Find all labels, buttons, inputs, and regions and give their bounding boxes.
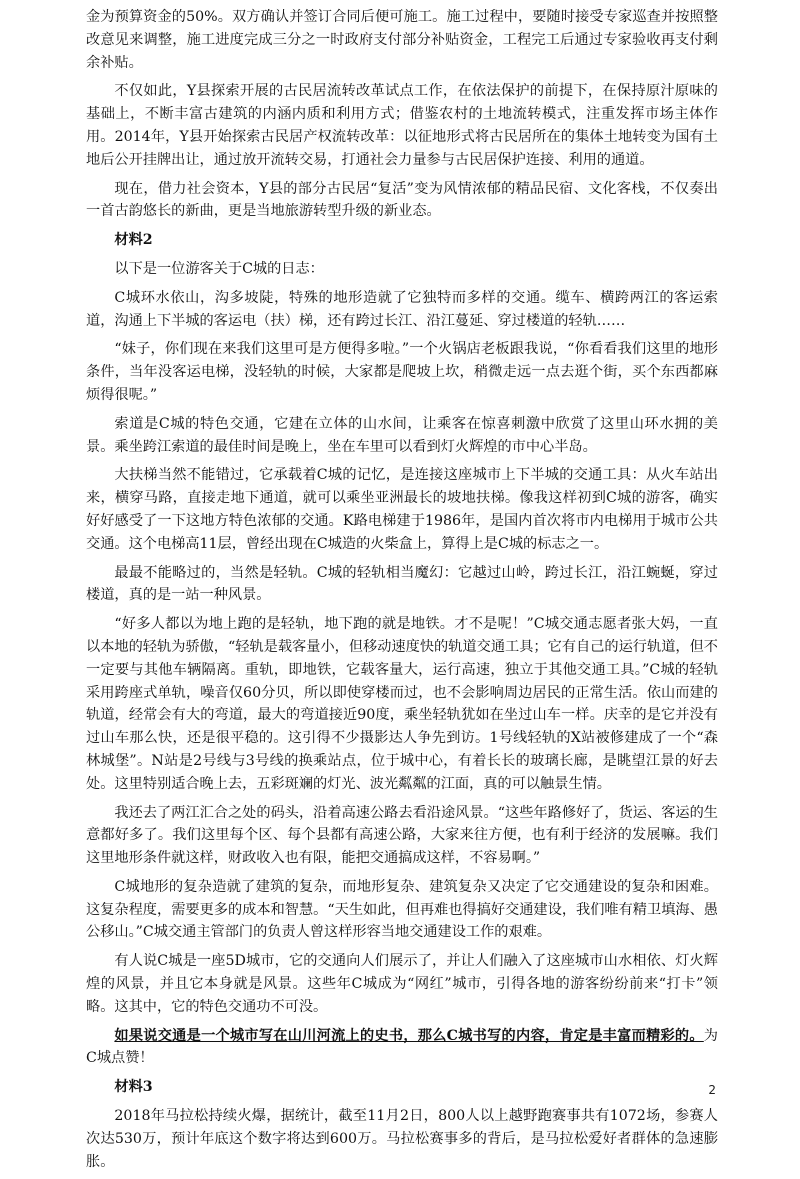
section-heading-material-3: 材料3 <box>114 1079 153 1096</box>
paragraph-b10: 有人说C城是一座5D城市，它的交通向人们展示了，并让人们融入了这座城市山水相依、灯火辉煌的风景，并且它本身就是风景。这些年C城成为“网红”城市，引得各地的游客纷纷前来“打卡”领略。这其中，它的特色交通功不可没。 <box>86 953 718 1015</box>
paragraph-b4: 索道是C城的特色交通，它建在立体的山水间，让乘客在惊喜刺激中欣赏了这里山环水拥的美景。乘坐跨江索道的最佳时间是晚上，坐在车里可以看到灯火辉煌的市中心半岛。 <box>86 415 718 455</box>
document-body <box>86 6 718 1179</box>
paragraph-a3: 现在，借力社会资本，Y县的部分古民居“复活”变为风情浓郁的精品民宿、文化客栈，不仅奏出一首古韵悠长的新曲，更是当地旅游转型升级的新业态。 <box>86 180 718 220</box>
emphasis-rest: 为C城点赞！ <box>86 1027 718 1067</box>
emphasis-bold-underlined: 如果说交通是一个城市写在山川河流上的史书，那么C城书写的内容，肯定是丰富而精彩的。 <box>114 1027 704 1044</box>
paragraph-b1: 以下是一位游客关于C城的日志： <box>114 260 324 277</box>
page-number: 2 <box>708 1083 716 1098</box>
section-heading-material-2: 材料2 <box>114 232 153 249</box>
paragraph-b7: “好多人都以为地上跑的是轻轨，地下跑的就是地铁。才不是呢！”C城交通志愿者张大妈，一直以本地的轻轨为骄傲，“轻轨是载客量小，但移动速度快的轨道交通工具；它有自己的运行轨道，但不一定要与其他车辆隔离。重轨，即地铁，它载客量大，运行高速，独立于其他交通工具。”C城的轻轨采用跨座式单轨，噪音仅60分贝，所以即使穿楼而过，也不会影响周边居民的正常生活。依山而建的轨道，经常会有大的弯道，最大的弯道接近90度，乘坐轻轨犹如在坐过山车一样。庆幸的是它并没有过山车那么快，还是很平稳的。这引得不少摄影达人争先到访。1号线轻轨的X站被修建成了一个“森林城堡”。N站是2号线与3号线的换乘站点，位于城中心，有着长长的玻璃长廊，是眺望江景的好去处。这里特别适合晚上去，五彩斑斓的灯光、波光粼粼的江面，真的可以触景生情。 <box>86 616 718 792</box>
paragraph-a1: 金为预算资金的50%。双方确认并签订合同后便可施工。施工过程中，要随时接受专家巡查并按照整改意见来调整，施工进度完成三分之一时政府支付部分补贴资金，工程完工后通过专家验收再支付剩余补贴。 <box>86 9 718 71</box>
paragraph-b3: “妹子，你们现在来我们这里可是方便得多啦。”一个火锅店老板跟我说，“你看看我们这里的地形条件，当年没客运电梯，没轻轨的时候，大家都是爬坡上坎，稍微走远一点去逛个街，买个东西都麻烦得很呢。” <box>86 341 718 403</box>
paragraph-a2: 不仅如此，Y县探索开展的古民居流转改革试点工作，在依法保护的前提下，在保持原汁原味的基础上，不断丰富古建筑的内涵内质和利用方式；借鉴农村的土地流转模式，注重发挥市场主体作用。2014年，Y县开始探索古民居产权流转改革：以征地形式将古民居所在的集体土地转变为国有土地后公开挂牌出让，通过放开流转交易，打通社会力量参与古民居保护连接、利用的通道。 <box>86 83 718 168</box>
paragraph-b5: 大扶梯当然不能错过，它承载着C城的记忆，是连接这座城市上下半城的交通工具：从火车站出来，横穿马路，直接走地下通道，就可以乘坐亚洲最长的坡地扶梯。像我这样初到C城的游客，确实好好感受了一下这地方特色浓郁的交通。K路电梯建于1986年，是国内首次将市内电梯用于城市公共交通。这个电梯高11层，曾经出现在C城造的火柴盒上，算得上是C城的标志之一。 <box>86 467 718 552</box>
emphasis-paragraph <box>86 1025 718 1071</box>
paragraph-b8: 我还去了两江汇合之处的码头，沿着高速公路去看沿途风景。“这些年路修好了，货运、客运的生意都好多了。我们这里每个区、每个县都有高速公路，大家来往方便，也有利于经济的发展嘛。我们这里地形条件就这样，财政收入也有限，能把交通搞成这样，不容易啊。” <box>86 804 718 867</box>
paragraph-b9: C城地形的复杂造就了建筑的复杂，而地形复杂、建筑复杂又决定了它交通建设的复杂和困难。这复杂程度，需要更多的成本和智慧。“天生如此，但再难也得搞好交通建设，我们唯有精卫填海、愚公移山。”C城交通主管部门的负责人曾这样形容当地交通建设工作的艰难。 <box>86 878 718 941</box>
paragraph-b6: 最最不能略过的，当然是轻轨。C城的轻轨相当魔幻：它越过山岭，跨过长江，沿江蜿蜒，穿过楼道，真的是一站一种风景。 <box>86 564 718 604</box>
paragraph-c1: 2018年马拉松持续火爆，据统计，截至11月2日，800人以上越野跑赛事共有1072场，参赛人次达530万，预计年底这个数字将达到600万。马拉松赛事多的背后，是马拉松爱好者群体的急速膨胀。 <box>86 1108 718 1170</box>
paragraph-b2: C城环水依山，沟多坡陡，特殊的地形造就了它独特而多样的交通。缆车、横跨两江的客运索道，沟通上下半城的客运电（扶）梯，还有跨过长江、沿江蔓延、穿过楼道的轻轨…… <box>86 289 718 329</box>
